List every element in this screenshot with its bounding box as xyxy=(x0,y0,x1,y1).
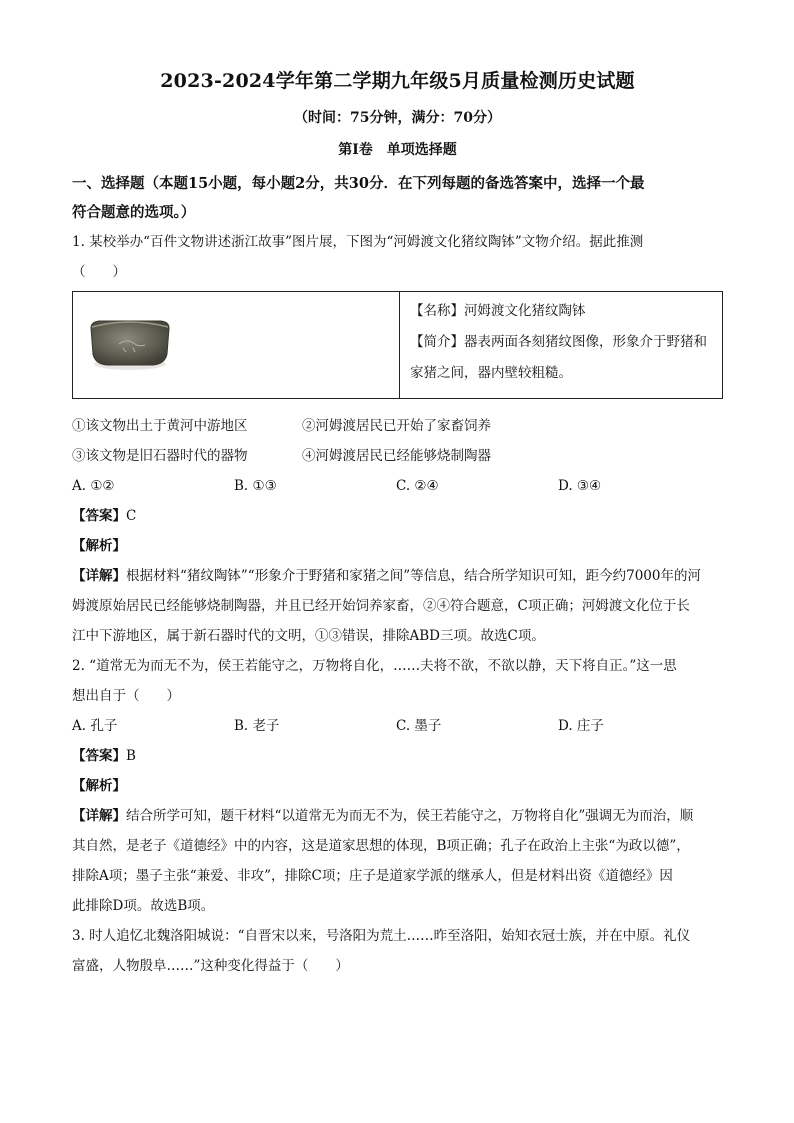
q2-detail-line-3: 排除A项；墨子主张“兼爱、非攻”，排除C项；庄子是道家学派的继承人，但是材料出资《道德经》因 xyxy=(72,868,673,884)
q1-option-b: B. ①③ xyxy=(234,478,277,494)
q1-option-d: D. ③④ xyxy=(558,478,602,494)
q1-answer xyxy=(72,501,723,531)
q1-statement-2: ②河姆渡居民已开始了家畜饲养 xyxy=(302,418,491,434)
intro-text-1: 器表两面各刻猪纹图像，形象介于野猪和 xyxy=(464,334,707,350)
q1-stem-line-2: （ ） xyxy=(72,264,126,280)
artifact-info-table xyxy=(72,291,723,399)
artifact-image-cell xyxy=(73,292,400,399)
q1-detail-line-3: 江中下游地区，属于新石器时代的文明，①③错误，排除ABD三项。故选C项。 xyxy=(72,628,545,644)
q2-answer xyxy=(72,741,723,771)
artifact-intro-line-2: 家猪之间，器内壁较粗糙。 xyxy=(410,365,572,381)
q2-options xyxy=(72,711,723,741)
q1-option-c: C. ②④ xyxy=(396,478,439,494)
q2-option-c: C. 墨子 xyxy=(396,718,442,734)
detail-text: 根据材料“猪纹陶钵”“形象介于野猪和家猪之间”等信息，结合所学知识可知，距今约7000年的河 xyxy=(126,568,701,584)
intro-label: 【简介】 xyxy=(410,334,464,350)
answer-value: C xyxy=(126,508,137,524)
q3-stem-line-1: 3. 时人追忆北魏洛阳城说：“自晋宋以来，号洛阳为荒土……昨至洛阳，始知衣冠士族，并在中原。礼仪 xyxy=(72,928,691,944)
exam-page xyxy=(72,66,723,981)
detail-text: 结合所学可知，题干材料“以道常无为而无不为，侯王若能守之，万物将自化”强调无为而治，顺 xyxy=(126,808,694,824)
q1-option-a: A. ①② xyxy=(72,478,115,494)
answer-label: 【答案】 xyxy=(72,748,126,764)
section-heading-line-2: 符合题意的选项。） xyxy=(72,204,196,221)
q1-stem-line-1: 1. 某校举办“百件文物讲述浙江故事”图片展，下图为“河姆渡文化猪纹陶钵”文物介绍。据此推测 xyxy=(72,234,644,250)
detail-label: 【详解】 xyxy=(72,568,126,584)
q2-option-b: B. 老子 xyxy=(234,718,280,734)
q1-analysis-label: 【解析】 xyxy=(72,538,126,554)
name-label: 【名称】 xyxy=(410,303,464,319)
q1-detail-line-1 xyxy=(72,561,723,591)
q1-options xyxy=(72,471,723,501)
artifact-intro-line-1 xyxy=(410,327,714,358)
q2-option-a: A. 孔子 xyxy=(72,718,118,734)
q2-option-d: D. 庄子 xyxy=(558,718,604,734)
answer-label: 【答案】 xyxy=(72,508,126,524)
q1-statement-4: ④河姆渡居民已经能够烧制陶器 xyxy=(302,448,491,464)
artifact-name-line xyxy=(410,296,714,327)
artifact-text-cell xyxy=(400,292,723,399)
detail-label: 【详解】 xyxy=(72,808,126,824)
q1-statement-1: ①该文物出土于黄河中游地区 xyxy=(72,418,248,434)
q1-statements xyxy=(72,411,723,471)
name-value: 河姆渡文化猪纹陶钵 xyxy=(464,303,586,319)
q2-detail-line-4: 此排除D项。故选B项。 xyxy=(72,898,215,914)
exam-subtitle: （时间：75分钟，满分：70分） xyxy=(294,110,501,126)
q2-detail-line-1 xyxy=(72,801,723,831)
q2-detail-line-2: 其自然，是老子《道德经》中的内容，这是道家思想的体现，B项正确；孔子在政治上主张“为政以德”， xyxy=(72,838,690,854)
q1-statement-3: ③该文物是旧石器时代的器物 xyxy=(72,448,248,464)
q2-analysis-label: 【解析】 xyxy=(72,778,126,794)
exam-title: 2023-2024学年第二学期九年级5月质量检测历史试题 xyxy=(160,70,635,92)
pottery-bowl-image xyxy=(85,314,175,372)
q2-stem-line-1: 2. “道常无为而无不为，侯王若能守之，万物将自化，……夫将不欲，不欲以静，天下将自正。”这一思 xyxy=(72,658,677,674)
section-heading-line-1: 一、选择题（本题15小题，每小题2分，共30分．在下列每题的备选答案中，选择一个最 xyxy=(72,175,645,192)
q1-detail-line-2: 姆渡原始居民已经能够烧制陶器，并且已经开始饲养家畜，②④符合题意，C项正确；河姆渡文化位于长 xyxy=(72,598,690,614)
q3-stem-line-2: 富盛，人物殷阜……”这种变化得益于（ ） xyxy=(72,958,349,974)
q2-stem-line-2: 想出自于（ ） xyxy=(72,688,180,704)
answer-value: B xyxy=(126,748,136,764)
part-title: 第Ⅰ卷 单项选择题 xyxy=(338,142,457,158)
